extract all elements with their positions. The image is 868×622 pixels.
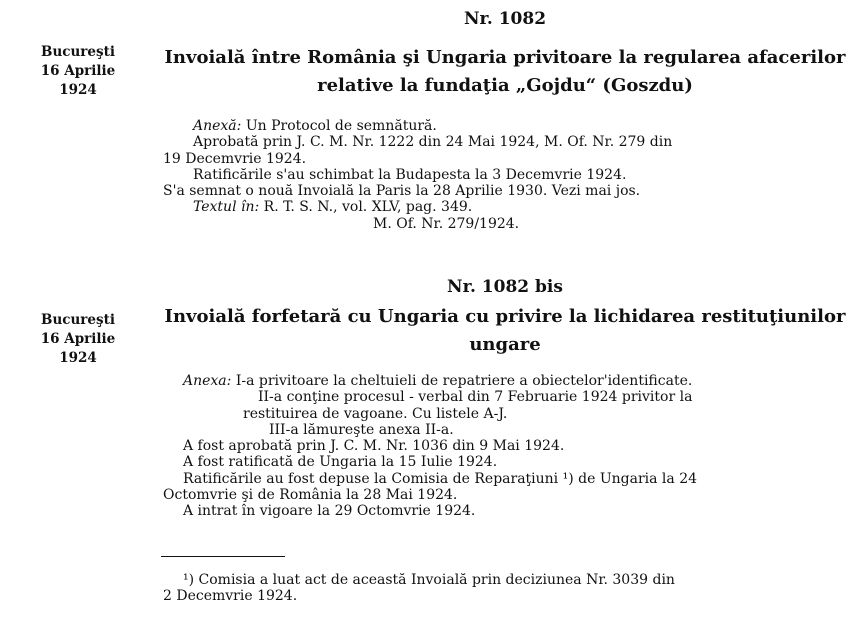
footnote-divider xyxy=(161,556,285,557)
new-agreement-line: S'a semnat o nouă Invoială la Paris la 28 Aprilie 1930. Vezi mai jos. xyxy=(163,183,641,200)
entry-place-date xyxy=(23,43,133,100)
entry-place-date xyxy=(23,311,133,368)
annex-label: Anexa: xyxy=(183,373,232,389)
monitor-ref: M. Of. Nr. 279/1924. xyxy=(373,215,520,232)
in-force-line: A intrat în vigoare la 29 Octomvrie 1924. xyxy=(183,503,476,520)
entry-number: Nr. 1082 bis xyxy=(447,277,563,297)
place: Bucureşti xyxy=(41,44,115,60)
year: 1924 xyxy=(59,350,97,366)
date: 16 Aprilie xyxy=(40,63,116,79)
annex-label: Anexă: xyxy=(193,118,242,134)
footnote xyxy=(163,572,675,605)
title-line: relative la fundaţia „Gojdu“ (Goszdu) xyxy=(317,75,693,96)
approval-line: 19 Decemvrie 1924. xyxy=(163,150,307,167)
deposit-line: Ratificările au fost depuse la Comisia de Reparaţiuni ¹) de Ungaria la 24 xyxy=(183,470,698,487)
title-line: Invoială forfetară cu Ungaria cu privire la lichidarea restituţiunilor xyxy=(164,306,846,327)
title-line: ungare xyxy=(469,334,541,355)
text-label: Textul în: xyxy=(193,199,260,216)
annex-line xyxy=(163,373,697,389)
entry-title xyxy=(160,303,850,359)
approval-line: Aprobată prin J. C. M. Nr. 1222 din 24 Mai 1924, M. Of. Nr. 279 din xyxy=(193,134,673,151)
entry-title xyxy=(160,44,850,100)
deposit-line: Octomvrie şi de România la 28 Mai 1924. xyxy=(163,487,458,504)
entry-number: Nr. 1082 xyxy=(463,9,547,29)
annex-text: Un Protocol de semnătură. xyxy=(245,118,437,134)
approval-line: A fost aprobată prin J. C. M. Nr. 1036 din 9 Mai 1924. xyxy=(183,438,565,455)
ratification-line: A fost ratificată de Ungaria la 15 Iulie 1924. xyxy=(183,454,498,471)
year: 1924 xyxy=(59,82,97,98)
annex-text: I-a privitoare la cheltuieli de repatriere a obiectelor'identificate. xyxy=(235,373,693,389)
date: 16 Aprilie xyxy=(40,331,116,347)
footnote-line: 2 Decemvrie 1924. xyxy=(163,588,298,605)
entry-body xyxy=(163,118,672,232)
annex-line xyxy=(163,118,672,134)
title-line: Invoială între România şi Ungaria privitoare la regularea afacerilor xyxy=(164,47,846,68)
annex-line: II-a conţine procesul - verbal din 7 Februarie 1924 privitor la xyxy=(258,389,693,406)
text-ref-line xyxy=(163,199,672,215)
ratification-line: Ratificările s'au schimbat la Budapesta la 3 Decemvrie 1924. xyxy=(193,166,627,183)
entry-body xyxy=(163,373,697,520)
annex-line: restituirea de vagoane. Cu listele A-J. xyxy=(243,405,508,422)
annex-line: III-a lămureşte anexa II-a. xyxy=(269,421,454,438)
text-ref: R. T. S. N., vol. XLV, pag. 349. xyxy=(263,199,473,216)
place: Bucureşti xyxy=(41,312,115,328)
footnote-line: ¹) Comisia a luat act de această Invoială prin deciziunea Nr. 3039 din xyxy=(183,572,675,588)
